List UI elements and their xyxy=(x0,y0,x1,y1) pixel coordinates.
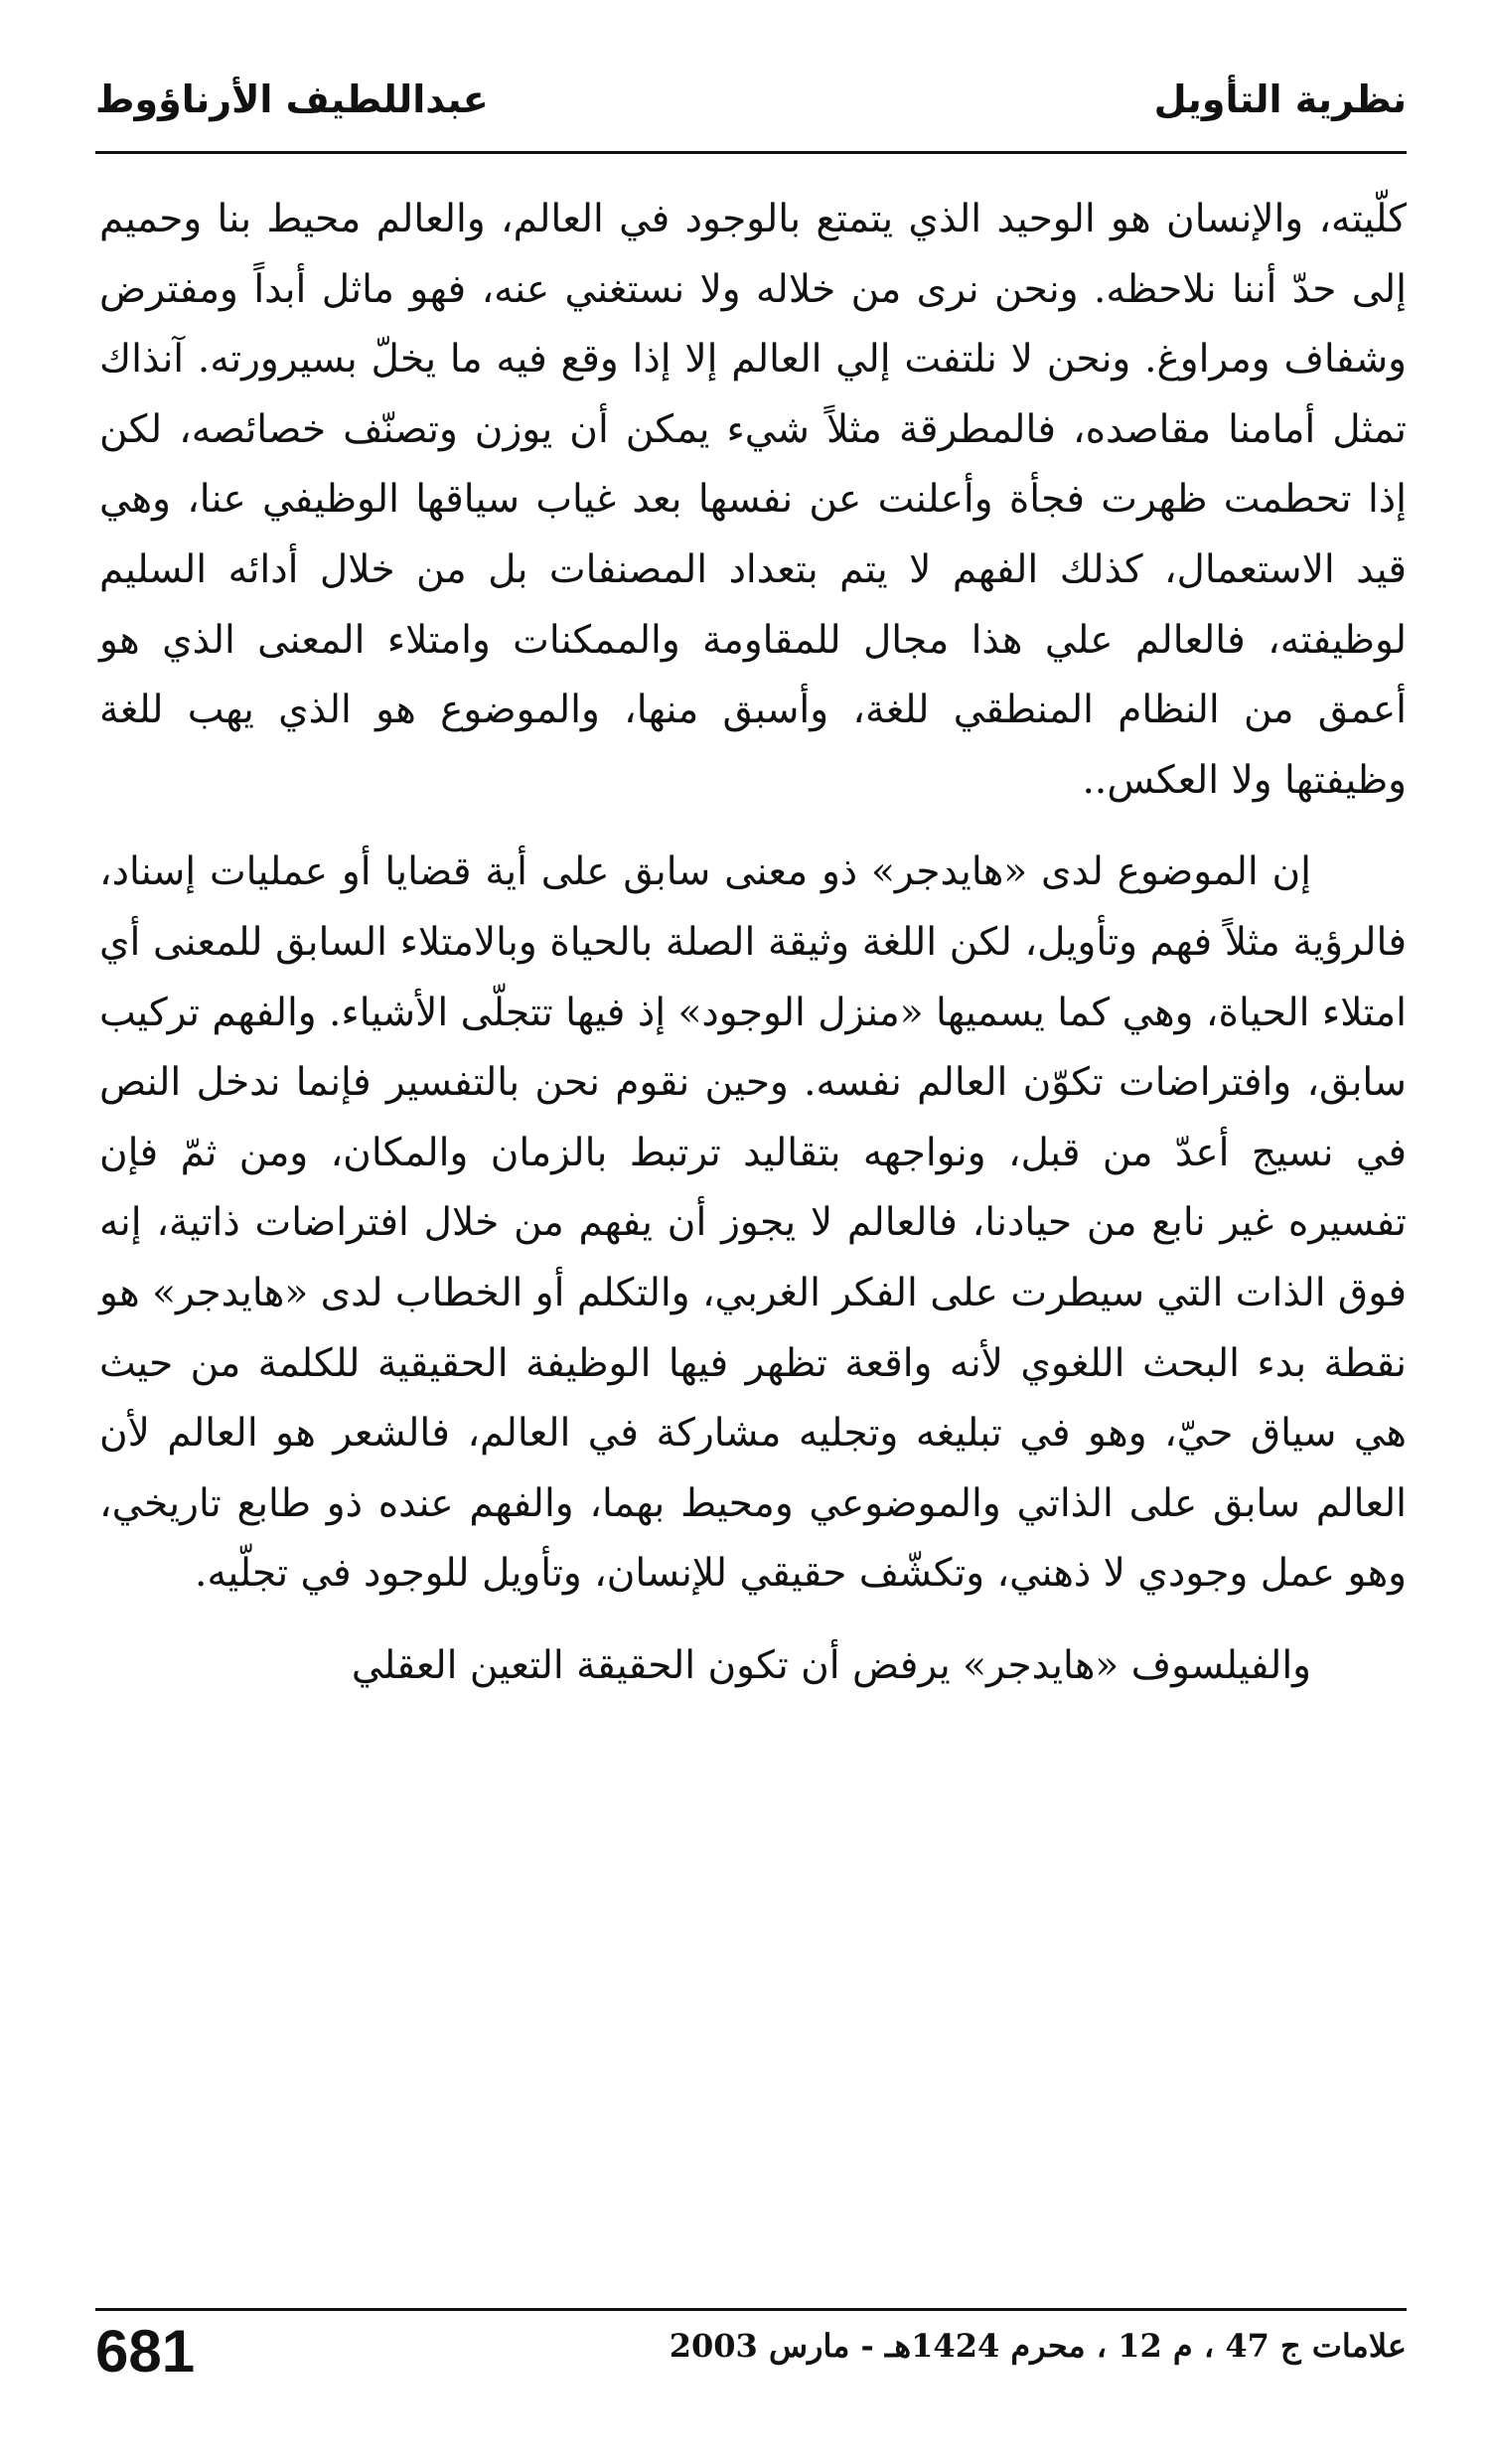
header-divider xyxy=(95,151,1407,154)
page-number: 681 xyxy=(95,2318,196,2385)
paragraph-2: إن الموضوع لدى «هايدجر» ذو معنى سابق على أية قضايا أو عمليات إسناد، فالرؤية مثلاً فهم وتأويل، لكن اللغة وثيقة الصلة بالحياة وبالامتلاء السابق للمعنى أي امتلاء الحياة، وهي كما يسميها «منزل الوجود» إذ فيها تتجلّى الأشياء. والفهم تركيب سابق، وافتراضات تكوّن العالم نفسه. وحين نقوم نحن بالتفسير فإنما ندخل النص في نسيج أعدّ من قبل، ونواجهه بتقاليد ترتبط بالزمان والمكان، ومن ثمّ فإن تفسيره غير نابع من حيادنا، فالعالم لا يجوز أن يفهم من خلال افتراضات ذاتية، إنه فوق الذات التي سيطرت على الفكر الغربي، والتكلم أو الخطاب لدى «هايدجر» هو نقطة بدء البحث اللغوي لأنه واقعة تظهر فيها الوظيفة الحقيقية للكلمة من حيث هي سياق حيّ، وهو في تبليغه وتجليه مشاركة في العالم، فالشعر هو العالم لأن العالم سابق على الذاتي والموضوعي ومحيط بهما، والفهم عنده ذو طابع تاريخي، وهو عمل وجودي لا ذهني، وتكشّف حقيقي للإنسان، وتأويل للوجود في تجلّيه. xyxy=(98,849,1407,1597)
paragraph-3: والفيلسوف «هايدجر» يرفض أن تكون الحقيقة التعين العقلي xyxy=(351,1642,1311,1688)
body-text xyxy=(99,185,1407,1701)
footer-divider xyxy=(95,2308,1407,2311)
running-header xyxy=(95,72,1407,151)
paragraph-1: كلّيته، والإنسان هو الوحيد الذي يتمتع بالوجود في العالم، والعالم محيط بنا وحميم إلى حدّ أننا نلاحظه. ونحن نرى من خلاله ولا نستغني عنه، فهو ماثل أبداً ومفترض وشفاف ومراوغ. ونحن لا نلتفت إلي العالم إلا إذا وقع فيه ما يخلّ بسيرورته. آنذاك تمثل أمامنا مقاصده، فالمطرقة مثلاً شيء يمكن أن يوزن وتصنّف خصائصه، لكن إذا تحطمت ظهرت فجأة وأعلنت عن نفسها بعد غياب سياقها الوظيفي عنا، وهي قيد الاستعمال، كذلك الفهم لا يتم بتعداد المصنفات بل من خلال أدائه السليم لوظيفته، فالعالم علي هذا مجال للمقاومة والممكنات وامتلاء المعنى الذي هو أعمق من النظام المنطقي للغة، وأسبق منها، والموضوع هو الذي يهب للغة وظيفتها ولا العكس.. xyxy=(99,197,1407,803)
header-author: عبداللطيف الأرناؤوط xyxy=(95,77,489,121)
footer-journal-info: علامات ج 47 ، م 12 ، محرم 1424هـ - مارس 2003 xyxy=(669,2327,1407,2365)
header-title: نظرية التأويل xyxy=(1153,77,1407,121)
